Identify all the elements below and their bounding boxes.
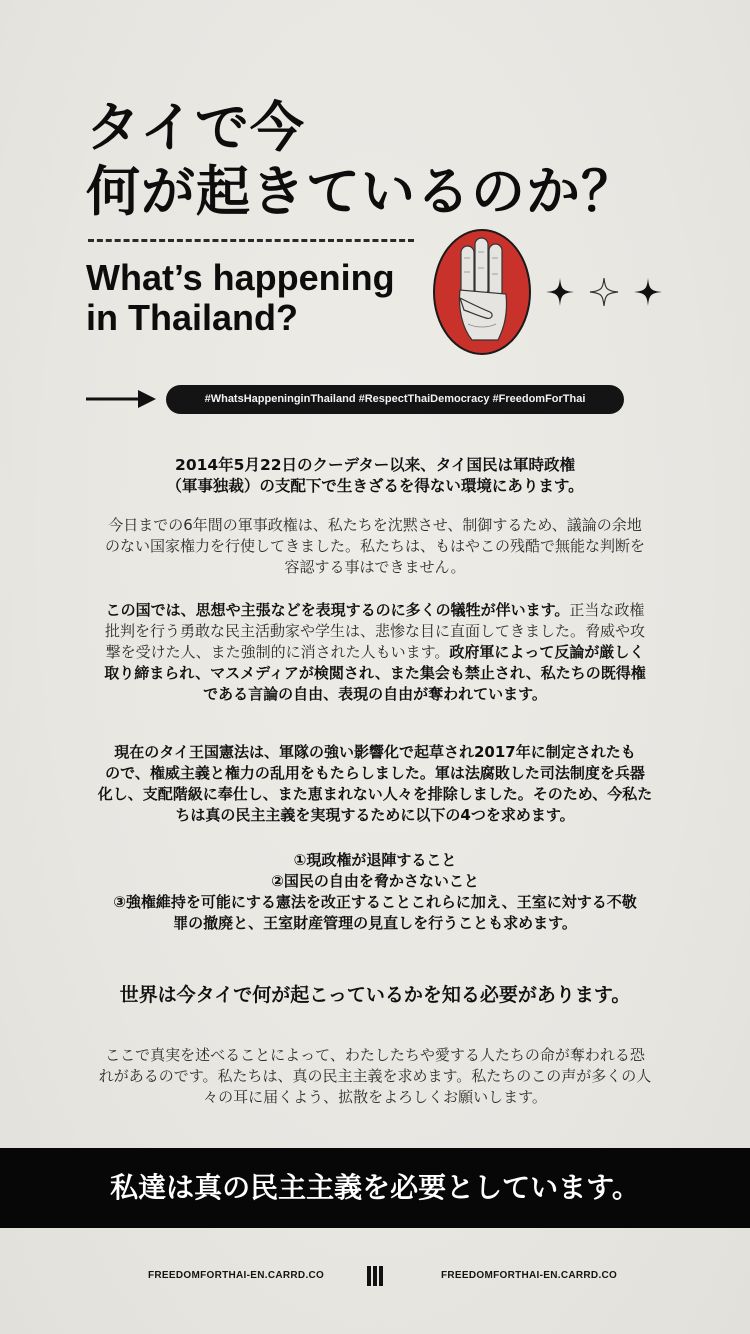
page-title-english bbox=[86, 258, 395, 338]
repression-line-4: 取り締まられ、マスメディアが検閲され、また集会も禁止され、私たちの既得権 bbox=[104, 664, 646, 682]
constitution-line: 現在のタイ王国憲法は、軍隊の強い影響化で起草され2017年に制定されたも bbox=[114, 743, 636, 761]
title-en-line-1: What’s happening bbox=[86, 257, 395, 298]
demand-item: ③強権維持を可能にする憲法を改正することこれらに加え、王室に対する不敬 bbox=[113, 893, 637, 911]
regime-paragraph bbox=[80, 515, 670, 578]
world-must-know-heading: 世界は今タイで何が起こっているかを知る必要があります。 bbox=[119, 984, 631, 1006]
demand-item: ②国民の自由を脅かさないこと bbox=[271, 872, 479, 890]
title-ja-line-2: 何が起きているのか？ bbox=[86, 160, 636, 223]
demand-item: ①現政権が退陣すること bbox=[293, 851, 457, 869]
intro-line: （軍事独裁）の支配下で生きざるを得ない環境にあります。 bbox=[166, 477, 584, 495]
sparkle-icon bbox=[546, 278, 574, 306]
footer-url-right[interactable]: FREEDOMFORTHAI-EN.CARRD.CO bbox=[441, 1270, 618, 1281]
page-title-japanese bbox=[86, 96, 636, 224]
repression-line-5: である言論の自由、表現の自由が奪われています。 bbox=[203, 685, 547, 703]
repression-line-2: 批判を行う勇敢な民主活動家や学生は、悲惨な目に直面してきました。脅威や攻 bbox=[104, 622, 645, 640]
slogan-banner bbox=[0, 1148, 750, 1228]
closing-line: 々の耳に届くよう、拡散をよろしくお願いします。 bbox=[203, 1088, 547, 1106]
regime-line: 今日までの6年間の軍事政権は、私たちを沈黙させ、制御するため、議論の余地 bbox=[108, 516, 642, 534]
repression-text: 正当な政権 bbox=[569, 601, 645, 619]
hashtag-banner: #WhatsHappeninginThailand #RespectThaiDemocracy #FreedomForThai bbox=[166, 385, 624, 414]
sparkle-icons bbox=[544, 274, 668, 310]
closing-line: ここで真実を述べることによって、わたしたちや愛する人たちの命が奪われる恐 bbox=[105, 1046, 645, 1064]
regime-line: 容認する事はできません。 bbox=[284, 558, 466, 576]
footer-url-left[interactable]: FREEDOMFORTHAI-EN.CARRD.CO bbox=[148, 1270, 325, 1281]
demand-item: 罪の撤廃と、王室財産管理の見直しを行うことも求めます。 bbox=[173, 914, 577, 932]
sparkle-outline-icon bbox=[590, 278, 618, 306]
dashed-divider bbox=[88, 239, 414, 242]
repression-paragraph bbox=[80, 600, 670, 705]
demands-list bbox=[80, 850, 670, 934]
repression-line-3 bbox=[80, 642, 670, 663]
repression-line-1 bbox=[80, 600, 670, 621]
regime-line: のない国家権力を行使してきました。私たちは、もはやこの残酷で無能な判断を bbox=[104, 537, 645, 555]
closing-paragraph bbox=[80, 1045, 670, 1108]
constitution-line: ので、権威主義と権力の乱用をもたらしました。軍は法腐敗した司法制度を兵器 bbox=[105, 764, 645, 782]
constitution-line: ちは真の民主主義を実現するために以下の4つを求めます。 bbox=[175, 806, 575, 824]
title-en-line-2: in Thailand? bbox=[86, 297, 298, 338]
three-finger-salute-icon bbox=[432, 228, 532, 356]
repression-text: 撃を受けた人、また強制的に消された人もいます。 bbox=[105, 643, 450, 661]
constitution-paragraph bbox=[80, 742, 670, 826]
closing-line: れがあるのです。私たちは、真の民主主義を求めます。私たちのこの声が多くの人 bbox=[98, 1067, 652, 1085]
constitution-line: 化し、支配階級に奉仕し、また恵まれない人々を排除しました。そのため、今私た bbox=[97, 785, 653, 803]
intro-paragraph bbox=[80, 455, 670, 497]
arrow-right-icon bbox=[86, 388, 158, 410]
title-ja-line-1: タイで今 bbox=[86, 96, 305, 159]
triple-bar-icon bbox=[366, 1266, 384, 1286]
intro-line: 2014年5月22日のクーデター以来、タイ国民は軍時政権 bbox=[175, 456, 575, 474]
repression-emphasis: この国では、思想や主張などを表現するのに多くの犠牲が伴います。 bbox=[105, 601, 570, 619]
sparkle-icon bbox=[634, 278, 662, 306]
repression-emphasis: 政府軍によって反論が厳しく bbox=[449, 643, 645, 661]
slogan-text: 私達は真の民主主義を必要としています。 bbox=[110, 1171, 640, 1204]
